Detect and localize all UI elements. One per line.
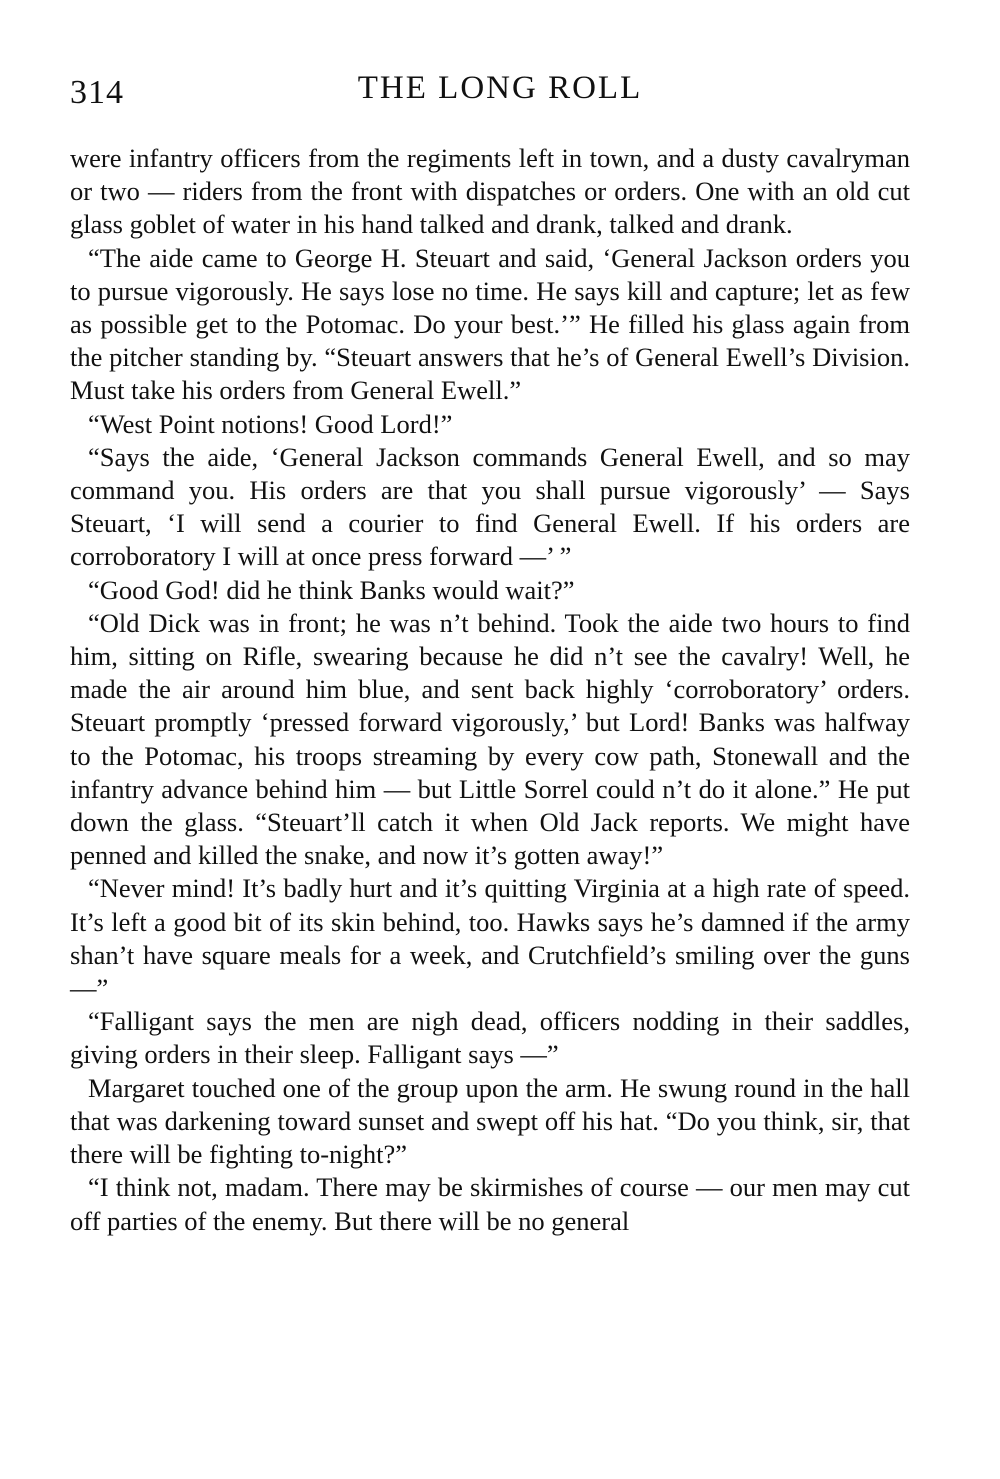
running-head-title: THE LONG ROLL [357, 70, 643, 106]
paragraph: Margaret touched one of the group upon the arm. He swung round in the hall that was darkening toward sunset and swept off his hat. “Do you think, sir, that there will be fighting to-night?” [70, 1072, 910, 1170]
page-header [70, 70, 910, 120]
body-text [70, 142, 910, 1238]
paragraph: were infantry officers from the regiments left in town, and a dusty cavalryman or two — riders from the front with dispatches or orders. One with an old cut glass goblet of water in his hand talked and drank, talked and drank. [70, 143, 910, 240]
paragraph: “Says the aide, ‘General Jackson commands General Ewell, and so may command you. His orders are that you shall pursue vigorously’ — Says Steuart, ‘I will send a courier to find General Ewell. If his orders are corroboratory I will at once press forward —’ ” [70, 441, 910, 572]
paragraph: “The aide came to George H. Steuart and said, ‘General Jackson orders you to pursue vigorously. He says lose no time. He says kill and capture; let as few as possible get to the Potomac. Do your best.’” He filled his glass again from the pitcher standing by. “Steuart answers that he’s of General Ewell’s Division. Must take his orders from General Ewell.” [70, 242, 910, 406]
paragraph: “Old Dick was in front; he was n’t behind. Took the aide two hours to find him, sitting on Rifle, swearing because he did n’t see the cavalry! Well, he made the air around him blue, and sent back highly ‘corroboratory’ orders. Steuart promptly ‘pressed forward vigorously,’ but Lord! Banks was halfway to the Potomac, his troops streaming by every cow path, Stonewall and the infantry advance behind him — but Little Sorrel could n’t do it alone.” He put down the glass. “Steuart’ll catch it when Old Jack reports. We might have penned and killed the snake, and now it’s gotten away!” [70, 607, 910, 871]
paragraph: “West Point notions! Good Lord!” [88, 408, 453, 439]
paragraph: “Falligant says the men are nigh dead, officers nodding in their saddles, giving orders in their sleep. Falligant says —” [70, 1006, 910, 1070]
paragraph: “Never mind! It’s badly hurt and it’s quitting Virginia at a high rate of speed. It’s left a good bit of its skin behind, too. Hawks says he’s damned if the army shan’t have square meals for a week, and Crutchfield’s smiling over the guns —” [70, 873, 910, 1004]
paragraph: “Good God! did he think Banks would wait?” [88, 574, 575, 605]
page-number: 314 [70, 74, 124, 111]
paragraph: “I think not, madam. There may be skirmishes of course — our men may cut off parties of the enemy. But there will be no general [70, 1172, 910, 1236]
